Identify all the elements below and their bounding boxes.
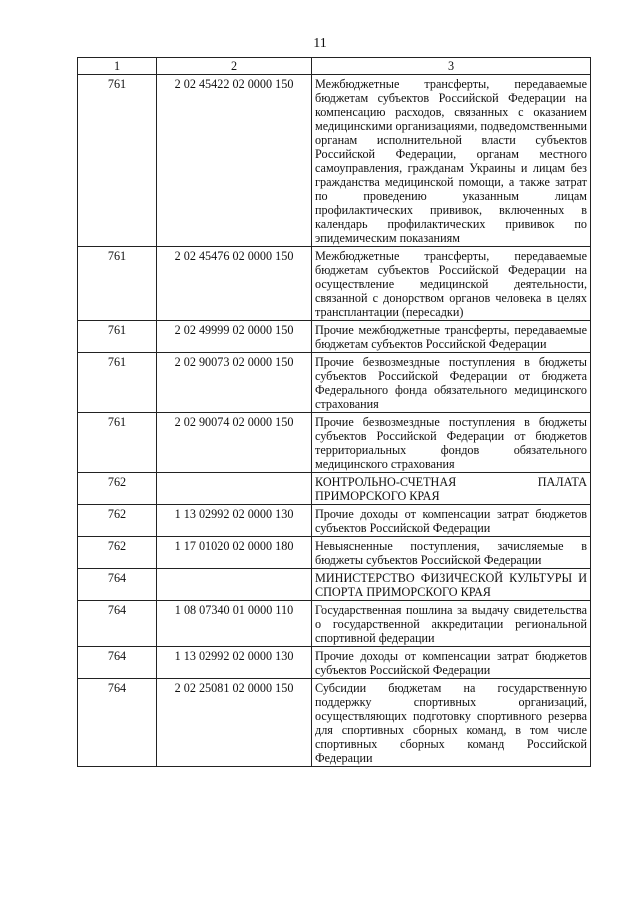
revenue-code-cell: 2 02 45476 02 0000 150: [157, 247, 312, 321]
admin-code-cell: 761: [78, 247, 157, 321]
table-row: [78, 679, 591, 767]
revenue-name-cell: Прочие доходы от компенсации затрат бюджетов субъектов Российской Федерации: [312, 647, 591, 679]
admin-code-cell: 761: [78, 75, 157, 247]
admin-code-cell: 764: [78, 601, 157, 647]
table-row: [78, 413, 591, 473]
table-row: [78, 537, 591, 569]
revenue-name-cell: Прочие безвозмездные поступления в бюджеты субъектов Российской Федерации от бюджетов территориальных фондов обязательного медицинского страхования: [312, 413, 591, 473]
revenue-name-cell: Невыясненные поступления, зачисляемые в бюджеты субъектов Российской Федерации: [312, 537, 591, 569]
admin-code-cell: 761: [78, 321, 157, 353]
revenue-code-cell: 1 13 02992 02 0000 130: [157, 505, 312, 537]
table-header-row: [78, 58, 591, 75]
revenue-code-cell: 2 02 45422 02 0000 150: [157, 75, 312, 247]
table-row: [78, 247, 591, 321]
column-header-3: 3: [312, 58, 591, 75]
revenue-name-cell: МИНИСТЕРСТВО ФИЗИЧЕСКОЙ КУЛЬТУРЫ И СПОРТА ПРИМОРСКОГО КРАЯ: [312, 569, 591, 601]
table-row: [78, 353, 591, 413]
revenue-name-cell: КОНТРОЛЬНО-СЧЕТНАЯ ПАЛАТА ПРИМОРСКОГО КРАЯ: [312, 473, 591, 505]
admin-code-cell: 764: [78, 569, 157, 601]
table-row: [78, 75, 591, 247]
revenue-code-cell: 1 13 02992 02 0000 130: [157, 647, 312, 679]
column-header-2: 2: [157, 58, 312, 75]
admin-code-cell: 762: [78, 473, 157, 505]
table-row: [78, 321, 591, 353]
admin-code-cell: 762: [78, 505, 157, 537]
revenue-name-cell: Межбюджетные трансферты, передаваемые бюджетам субъектов Российской Федерации на осуществление медицинской деятельности, связанной с донорством органов человека в целях трансплантации (пересадки): [312, 247, 591, 321]
table-row: [78, 505, 591, 537]
revenue-name-cell: Прочие доходы от компенсации затрат бюджетов субъектов Российской Федерации: [312, 505, 591, 537]
revenue-code-cell: 2 02 25081 02 0000 150: [157, 679, 312, 767]
table-row: [78, 601, 591, 647]
revenue-code-cell: 1 17 01020 02 0000 180: [157, 537, 312, 569]
admin-code-cell: 764: [78, 647, 157, 679]
admin-code-cell: 762: [78, 537, 157, 569]
admin-code-cell: 764: [78, 679, 157, 767]
admin-code-cell: 761: [78, 413, 157, 473]
page-number: 11: [313, 36, 327, 51]
revenue-name-cell: Межбюджетные трансферты, передаваемые бюджетам субъектов Российской Федерации на компенсацию расходов, связанных с оказанием медицинскими организациями, подведомственными органам исполнительной власти субъектов Российской Федерации, органам местного самоуправления, гражданам Украины и лицам без гражданства медицинской помощи, а также затрат по проведению указанным лицам профилактических прививок, включенных в календарь профилактических прививок по эпидемическим показаниям: [312, 75, 591, 247]
revenue-codes-table: [77, 57, 591, 767]
revenue-code-cell: [157, 473, 312, 505]
table-row: [78, 473, 591, 505]
table-row: [78, 647, 591, 679]
column-header-1: 1: [78, 58, 157, 75]
revenue-code-cell: 2 02 49999 02 0000 150: [157, 321, 312, 353]
table-row: [78, 569, 591, 601]
revenue-name-cell: Прочие безвозмездные поступления в бюджеты субъектов Российской Федерации от бюджета Федерального фонда обязательного медицинского страхования: [312, 353, 591, 413]
revenue-name-cell: Субсидии бюджетам на государственную поддержку спортивных организаций, осуществляющих подготовку спортивного резерва для спортивных сборных команд, в том числе спортивных сборных команд Российской Федерации: [312, 679, 591, 767]
revenue-code-cell: 2 02 90073 02 0000 150: [157, 353, 312, 413]
revenue-code-cell: 2 02 90074 02 0000 150: [157, 413, 312, 473]
admin-code-cell: 761: [78, 353, 157, 413]
revenue-code-cell: 1 08 07340 01 0000 110: [157, 601, 312, 647]
revenue-name-cell: Государственная пошлина за выдачу свидетельства о государственной аккредитации региональной спортивной федерации: [312, 601, 591, 647]
revenue-code-cell: [157, 569, 312, 601]
revenue-name-cell: Прочие межбюджетные трансферты, передаваемые бюджетам субъектов Российской Федерации: [312, 321, 591, 353]
